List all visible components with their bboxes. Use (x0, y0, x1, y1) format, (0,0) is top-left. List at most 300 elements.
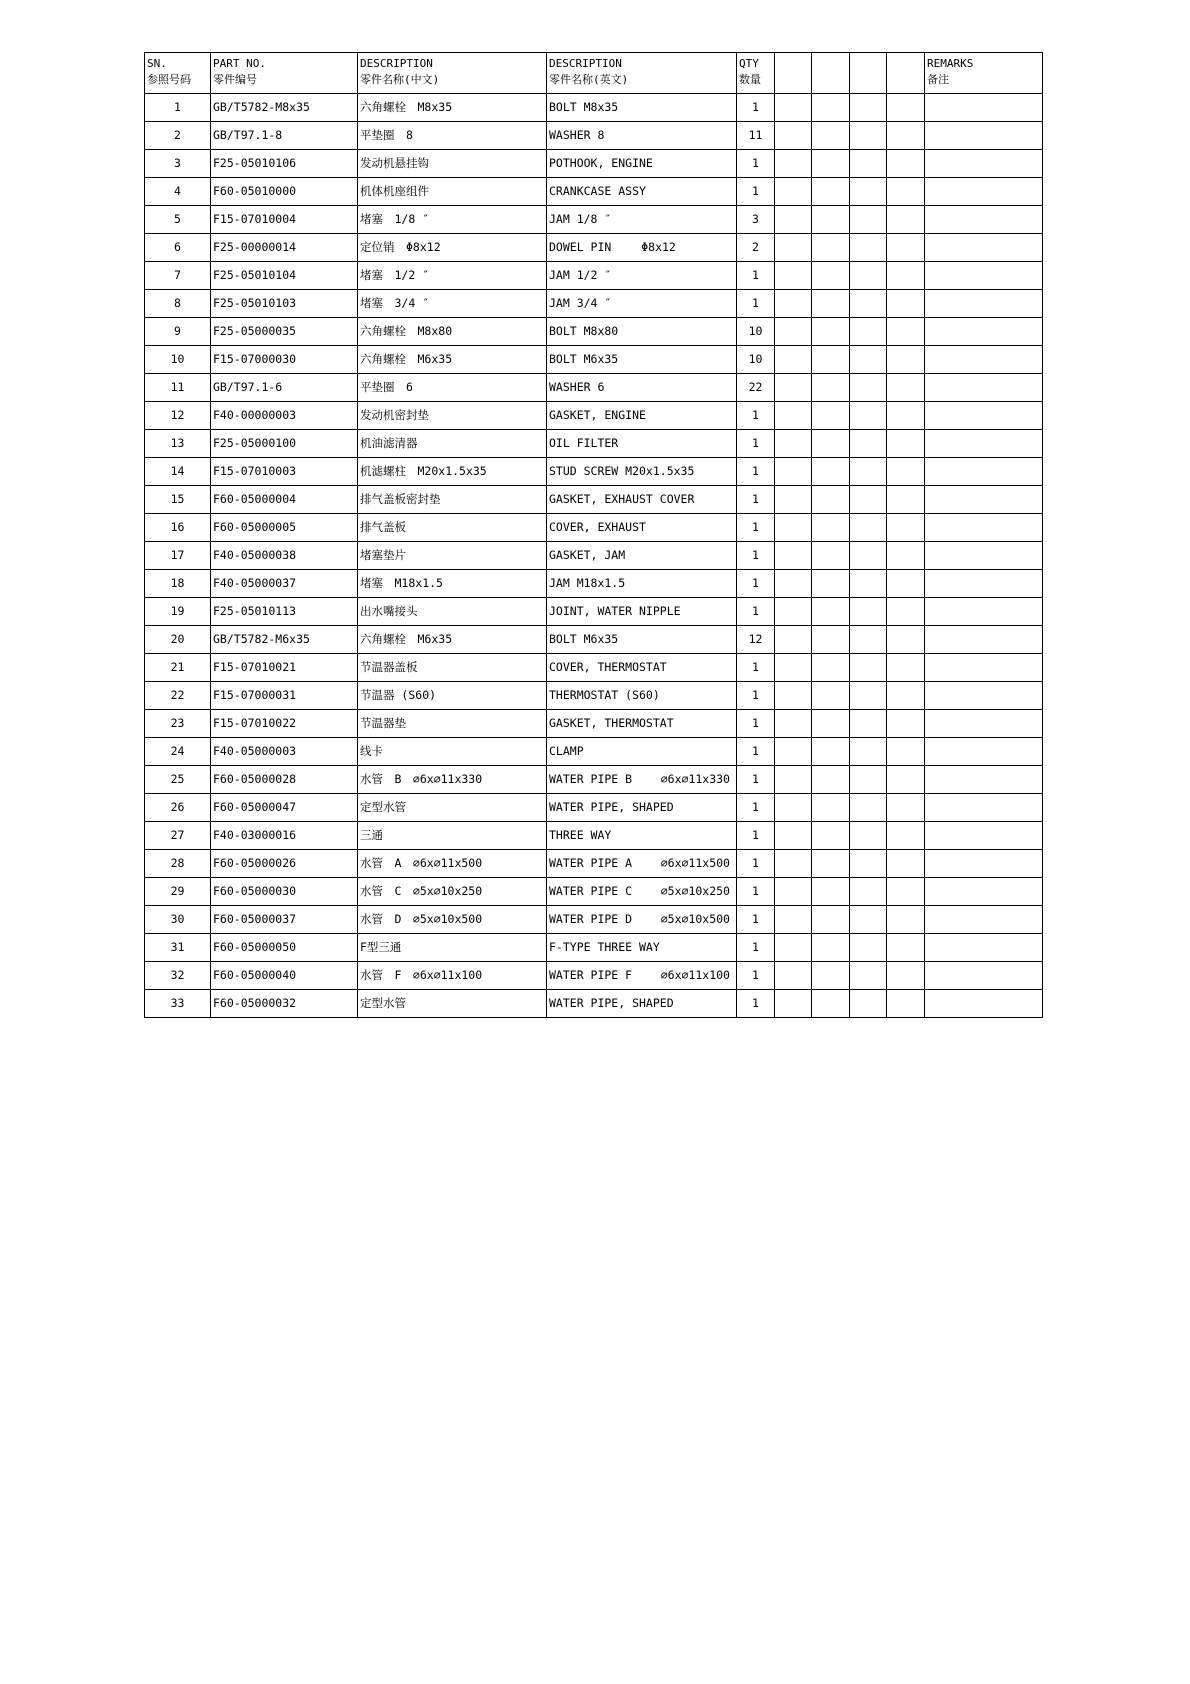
cell-description-cn: 水管 B ⌀6x⌀11x330 (358, 766, 547, 794)
description-en-text: BOLT M6x35 (549, 632, 619, 646)
cell-blank-2 (812, 654, 850, 682)
description-en-text: THERMOSTAT (S60) (549, 688, 660, 702)
cell-blank-3 (850, 290, 887, 318)
cell-blank-3 (850, 570, 887, 598)
cell-sn: 27 (145, 822, 211, 850)
description-en-text: GASKET, ENGINE (549, 408, 646, 422)
cell-part-no: F25-05010103 (211, 290, 358, 318)
cell-description-en (547, 794, 737, 822)
cell-blank-1 (775, 234, 812, 262)
cell-blank-1 (775, 122, 812, 150)
cell-description-en (547, 94, 737, 122)
cell-qty: 1 (737, 486, 775, 514)
description-en-text: WATER PIPE C (549, 884, 633, 898)
description-en-text: JAM 3/4 ″ (549, 296, 612, 310)
cell-blank-4 (887, 626, 925, 654)
cell-blank-4 (887, 682, 925, 710)
cell-remarks (925, 374, 1043, 402)
cell-part-no: F60-05000037 (211, 906, 358, 934)
cell-sn: 28 (145, 850, 211, 878)
cell-blank-3 (850, 654, 887, 682)
cell-description-en (547, 598, 737, 626)
cell-sn: 9 (145, 318, 211, 346)
cell-blank-3 (850, 878, 887, 906)
cell-sn: 7 (145, 262, 211, 290)
description-en-text: JOINT, WATER NIPPLE (549, 604, 681, 618)
cell-blank-2 (812, 934, 850, 962)
table-row (145, 738, 1043, 766)
cell-blank-1 (775, 738, 812, 766)
cell-part-no: F60-05000005 (211, 514, 358, 542)
cell-blank-3 (850, 402, 887, 430)
cell-part-no: F25-00000014 (211, 234, 358, 262)
cell-part-no: F40-05000038 (211, 542, 358, 570)
cell-blank-4 (887, 122, 925, 150)
cell-part-no: GB/T97.1-6 (211, 374, 358, 402)
cell-blank-4 (887, 542, 925, 570)
cell-description-en (547, 318, 737, 346)
cell-qty: 1 (737, 990, 775, 1018)
cell-blank-3 (850, 934, 887, 962)
cell-blank-3 (850, 514, 887, 542)
description-en-text: F-TYPE THREE WAY (549, 940, 660, 954)
cell-sn: 20 (145, 626, 211, 654)
cell-blank-1 (775, 318, 812, 346)
cell-remarks (925, 234, 1043, 262)
cell-description-en (547, 570, 737, 598)
cell-remarks (925, 570, 1043, 598)
cell-description-cn: 发动机悬挂钩 (358, 150, 547, 178)
table-body (145, 94, 1043, 1018)
parts-list-sheet (144, 52, 1042, 1018)
cell-remarks (925, 598, 1043, 626)
cell-part-no: F15-07000031 (211, 682, 358, 710)
cell-description-en (547, 178, 737, 206)
description-en-text: GASKET, THERMOSTAT (549, 716, 674, 730)
cell-blank-3 (850, 794, 887, 822)
cell-blank-4 (887, 458, 925, 486)
cell-part-no: F60-05000030 (211, 878, 358, 906)
cell-blank-3 (850, 710, 887, 738)
table-row (145, 794, 1043, 822)
cell-part-no: F15-07010022 (211, 710, 358, 738)
cell-blank-2 (812, 402, 850, 430)
cell-sn: 26 (145, 794, 211, 822)
table-row (145, 150, 1043, 178)
cell-blank-2 (812, 598, 850, 626)
cell-qty: 1 (737, 598, 775, 626)
cell-sn: 4 (145, 178, 211, 206)
cell-blank-3 (850, 906, 887, 934)
description-en-size: ⌀6x⌀11x100 (660, 968, 730, 982)
header-blank-2 (812, 53, 850, 94)
cell-blank-4 (887, 402, 925, 430)
cell-sn: 33 (145, 990, 211, 1018)
cell-description-en (547, 738, 737, 766)
cell-qty: 1 (737, 710, 775, 738)
cell-blank-2 (812, 318, 850, 346)
table-row (145, 346, 1043, 374)
cell-qty: 1 (737, 934, 775, 962)
cell-qty: 1 (737, 906, 775, 934)
cell-description-en (547, 234, 737, 262)
cell-remarks (925, 122, 1043, 150)
cell-part-no: F60-05000028 (211, 766, 358, 794)
cell-blank-4 (887, 710, 925, 738)
cell-blank-3 (850, 990, 887, 1018)
cell-qty: 1 (737, 402, 775, 430)
cell-description-en (547, 514, 737, 542)
cell-blank-4 (887, 990, 925, 1018)
table-row (145, 962, 1043, 990)
cell-remarks (925, 962, 1043, 990)
cell-qty: 1 (737, 542, 775, 570)
cell-part-no: F25-05010106 (211, 150, 358, 178)
cell-qty: 1 (737, 682, 775, 710)
cell-blank-2 (812, 458, 850, 486)
cell-description-en (547, 990, 737, 1018)
cell-sn: 3 (145, 150, 211, 178)
cell-blank-4 (887, 654, 925, 682)
description-en-text: JAM M18x1.5 (549, 576, 626, 590)
cell-blank-3 (850, 346, 887, 374)
cell-blank-1 (775, 822, 812, 850)
table-row (145, 766, 1043, 794)
cell-description-cn: 六角螺栓 M8x35 (358, 94, 547, 122)
header-qty: QTY 数量 (737, 53, 775, 94)
cell-sn: 31 (145, 934, 211, 962)
cell-description-en (547, 710, 737, 738)
cell-blank-4 (887, 290, 925, 318)
cell-blank-3 (850, 234, 887, 262)
cell-blank-1 (775, 906, 812, 934)
cell-remarks (925, 990, 1043, 1018)
header-sn: SN. 参照号码 (145, 53, 211, 94)
cell-description-en (547, 878, 737, 906)
cell-remarks (925, 430, 1043, 458)
cell-remarks (925, 262, 1043, 290)
cell-blank-3 (850, 822, 887, 850)
cell-qty: 1 (737, 962, 775, 990)
cell-description-cn: 定型水管 (358, 990, 547, 1018)
cell-remarks (925, 402, 1043, 430)
cell-blank-2 (812, 682, 850, 710)
table-row (145, 402, 1043, 430)
table-row (145, 374, 1043, 402)
description-en-text: GASKET, JAM (549, 548, 626, 562)
table-row (145, 990, 1043, 1018)
cell-description-cn: 六角螺栓 M8x80 (358, 318, 547, 346)
cell-blank-2 (812, 710, 850, 738)
cell-sn: 30 (145, 906, 211, 934)
table-row (145, 570, 1043, 598)
cell-part-no: F60-05000026 (211, 850, 358, 878)
table-row (145, 234, 1043, 262)
description-en-text: CRANKCASE ASSY (549, 184, 646, 198)
cell-part-no: F15-07000030 (211, 346, 358, 374)
cell-blank-4 (887, 346, 925, 374)
table-row (145, 458, 1043, 486)
cell-sn: 23 (145, 710, 211, 738)
header-description-cn: DESCRIPTION 零件名称(中文) (358, 53, 547, 94)
cell-blank-2 (812, 94, 850, 122)
cell-qty: 1 (737, 738, 775, 766)
cell-part-no: F60-05000004 (211, 486, 358, 514)
cell-blank-4 (887, 178, 925, 206)
description-en-text: JAM 1/2 ″ (549, 268, 612, 282)
description-en-text: WATER PIPE, SHAPED (549, 800, 674, 814)
cell-remarks (925, 318, 1043, 346)
cell-sn: 5 (145, 206, 211, 234)
cell-part-no: F60-05000032 (211, 990, 358, 1018)
cell-qty: 12 (737, 626, 775, 654)
table-row (145, 94, 1043, 122)
cell-description-cn: 堵塞垫片 (358, 542, 547, 570)
cell-remarks (925, 542, 1043, 570)
cell-blank-3 (850, 318, 887, 346)
cell-sn: 13 (145, 430, 211, 458)
cell-blank-4 (887, 94, 925, 122)
cell-blank-2 (812, 206, 850, 234)
cell-qty: 1 (737, 94, 775, 122)
cell-blank-3 (850, 374, 887, 402)
cell-blank-3 (850, 962, 887, 990)
cell-sn: 12 (145, 402, 211, 430)
cell-remarks (925, 206, 1043, 234)
cell-description-cn: 平垫圈 8 (358, 122, 547, 150)
cell-blank-2 (812, 542, 850, 570)
cell-qty: 1 (737, 794, 775, 822)
cell-part-no: F60-05000050 (211, 934, 358, 962)
cell-qty: 1 (737, 850, 775, 878)
table-row (145, 122, 1043, 150)
description-en-text: JAM 1/8 ″ (549, 212, 612, 226)
cell-description-en (547, 934, 737, 962)
cell-blank-1 (775, 346, 812, 374)
cell-description-en (547, 262, 737, 290)
cell-blank-1 (775, 374, 812, 402)
cell-sn: 10 (145, 346, 211, 374)
cell-blank-3 (850, 626, 887, 654)
cell-sn: 21 (145, 654, 211, 682)
cell-qty: 11 (737, 122, 775, 150)
description-en-text: WATER PIPE F (549, 968, 633, 982)
cell-blank-3 (850, 682, 887, 710)
cell-blank-1 (775, 598, 812, 626)
cell-sn: 6 (145, 234, 211, 262)
cell-sn: 14 (145, 458, 211, 486)
cell-remarks (925, 150, 1043, 178)
cell-blank-2 (812, 570, 850, 598)
description-en-size: ⌀6x⌀11x330 (660, 772, 730, 786)
cell-description-en (547, 906, 737, 934)
table-row (145, 878, 1043, 906)
cell-qty: 1 (737, 458, 775, 486)
cell-description-en (547, 206, 737, 234)
cell-description-cn: 堵塞 1/2 ″ (358, 262, 547, 290)
description-en-text: WATER PIPE B (549, 772, 633, 786)
cell-description-cn: 定位销 Φ8x12 (358, 234, 547, 262)
cell-blank-2 (812, 122, 850, 150)
cell-blank-2 (812, 262, 850, 290)
cell-blank-4 (887, 374, 925, 402)
cell-description-en (547, 430, 737, 458)
cell-remarks (925, 178, 1043, 206)
table-row (145, 262, 1043, 290)
cell-sn: 2 (145, 122, 211, 150)
cell-remarks (925, 290, 1043, 318)
cell-description-cn: 节温器 (S60) (358, 682, 547, 710)
cell-description-en (547, 402, 737, 430)
cell-remarks (925, 682, 1043, 710)
cell-blank-2 (812, 990, 850, 1018)
cell-blank-3 (850, 766, 887, 794)
cell-description-cn: 水管 A ⌀6x⌀11x500 (358, 850, 547, 878)
cell-description-cn: 三通 (358, 822, 547, 850)
cell-blank-1 (775, 486, 812, 514)
cell-blank-4 (887, 598, 925, 626)
table-row (145, 626, 1043, 654)
cell-qty: 3 (737, 206, 775, 234)
cell-blank-4 (887, 318, 925, 346)
cell-description-cn: 堵塞 1/8 ″ (358, 206, 547, 234)
cell-description-cn: 水管 F ⌀6x⌀11x100 (358, 962, 547, 990)
cell-blank-2 (812, 514, 850, 542)
cell-remarks (925, 346, 1043, 374)
cell-remarks (925, 878, 1043, 906)
cell-blank-4 (887, 206, 925, 234)
cell-blank-4 (887, 766, 925, 794)
cell-blank-4 (887, 738, 925, 766)
cell-sn: 19 (145, 598, 211, 626)
cell-blank-4 (887, 262, 925, 290)
cell-description-en (547, 150, 737, 178)
cell-description-en (547, 626, 737, 654)
cell-blank-2 (812, 794, 850, 822)
cell-blank-4 (887, 794, 925, 822)
cell-part-no: F40-03000016 (211, 822, 358, 850)
description-en-size: ⌀5x⌀10x250 (660, 884, 730, 898)
cell-remarks (925, 850, 1043, 878)
cell-description-en (547, 654, 737, 682)
cell-qty: 22 (737, 374, 775, 402)
cell-blank-4 (887, 822, 925, 850)
cell-qty: 1 (737, 570, 775, 598)
cell-blank-1 (775, 962, 812, 990)
cell-blank-4 (887, 514, 925, 542)
cell-qty: 1 (737, 290, 775, 318)
cell-remarks (925, 822, 1043, 850)
cell-qty: 2 (737, 234, 775, 262)
cell-blank-2 (812, 430, 850, 458)
cell-blank-1 (775, 710, 812, 738)
cell-remarks (925, 94, 1043, 122)
cell-description-en (547, 822, 737, 850)
cell-qty: 10 (737, 318, 775, 346)
cell-blank-1 (775, 934, 812, 962)
cell-part-no: F40-00000003 (211, 402, 358, 430)
table-row (145, 430, 1043, 458)
cell-description-en (547, 346, 737, 374)
cell-blank-1 (775, 542, 812, 570)
cell-blank-4 (887, 570, 925, 598)
cell-description-cn: 六角螺栓 M6x35 (358, 626, 547, 654)
cell-qty: 1 (737, 150, 775, 178)
description-en-text: WASHER 6 (549, 380, 605, 394)
cell-qty: 1 (737, 878, 775, 906)
cell-sn: 8 (145, 290, 211, 318)
cell-description-cn: 节温器垫 (358, 710, 547, 738)
table-row (145, 710, 1043, 738)
cell-description-cn: 水管 C ⌀5x⌀10x250 (358, 878, 547, 906)
cell-description-en (547, 850, 737, 878)
cell-blank-1 (775, 626, 812, 654)
cell-part-no: F60-05010000 (211, 178, 358, 206)
cell-blank-2 (812, 234, 850, 262)
cell-description-en (547, 962, 737, 990)
cell-description-en (547, 374, 737, 402)
cell-blank-3 (850, 122, 887, 150)
cell-sn: 24 (145, 738, 211, 766)
cell-description-en (547, 458, 737, 486)
cell-remarks (925, 458, 1043, 486)
description-en-text: STUD SCREW M20x1.5x35 (549, 464, 695, 478)
cell-blank-3 (850, 486, 887, 514)
cell-blank-2 (812, 150, 850, 178)
cell-remarks (925, 906, 1043, 934)
cell-blank-3 (850, 94, 887, 122)
cell-qty: 1 (737, 430, 775, 458)
cell-blank-1 (775, 850, 812, 878)
cell-description-en (547, 682, 737, 710)
cell-part-no: F25-05000035 (211, 318, 358, 346)
table-row (145, 318, 1043, 346)
cell-description-en (547, 766, 737, 794)
cell-description-cn: 平垫圈 6 (358, 374, 547, 402)
cell-blank-4 (887, 906, 925, 934)
cell-description-cn: 出水嘴接头 (358, 598, 547, 626)
cell-remarks (925, 934, 1043, 962)
cell-blank-1 (775, 430, 812, 458)
description-en-size: ⌀6x⌀11x500 (660, 856, 730, 870)
cell-blank-1 (775, 458, 812, 486)
cell-blank-2 (812, 346, 850, 374)
cell-part-no: F40-05000003 (211, 738, 358, 766)
cell-blank-1 (775, 206, 812, 234)
header-part-no: PART NO. 零件编号 (211, 53, 358, 94)
cell-blank-1 (775, 94, 812, 122)
cell-blank-2 (812, 374, 850, 402)
cell-blank-1 (775, 878, 812, 906)
description-en-text: BOLT M8x35 (549, 100, 619, 114)
cell-blank-1 (775, 766, 812, 794)
cell-remarks (925, 710, 1043, 738)
cell-part-no: F15-07010004 (211, 206, 358, 234)
cell-part-no: F15-07010003 (211, 458, 358, 486)
cell-description-cn: 水管 D ⌀5x⌀10x500 (358, 906, 547, 934)
cell-blank-1 (775, 682, 812, 710)
cell-blank-3 (850, 206, 887, 234)
table-row (145, 934, 1043, 962)
cell-qty: 1 (737, 514, 775, 542)
cell-part-no: F25-05010104 (211, 262, 358, 290)
cell-description-en (547, 290, 737, 318)
cell-part-no: F60-05000047 (211, 794, 358, 822)
cell-remarks (925, 794, 1043, 822)
cell-blank-2 (812, 878, 850, 906)
description-en-text: WATER PIPE A (549, 856, 633, 870)
cell-description-cn: 线卡 (358, 738, 547, 766)
